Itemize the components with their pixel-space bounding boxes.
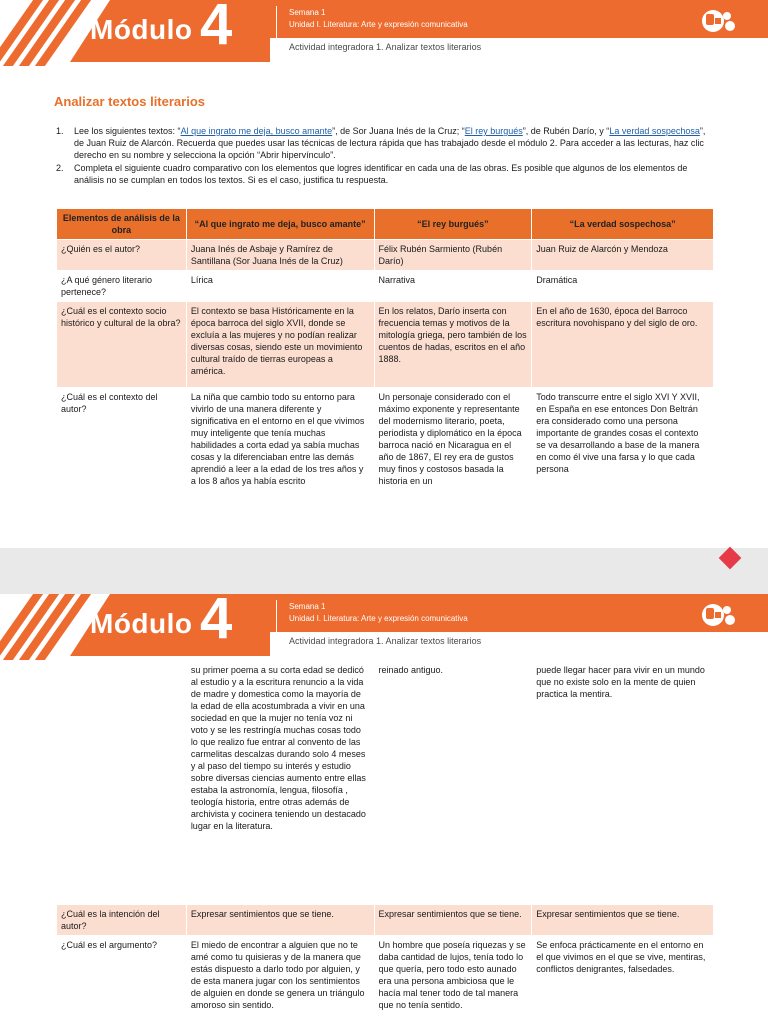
table-cell: Dramática (532, 271, 714, 302)
module-label: Módulo (90, 14, 193, 45)
header-divider (276, 600, 277, 652)
module-number: 4 (200, 0, 233, 57)
table-row (57, 661, 714, 905)
link-el-rey-burgues[interactable]: El rey burgués (464, 126, 523, 136)
table-row (57, 905, 714, 936)
prepa-en-linea-logo-icon (700, 602, 740, 628)
table-cell: su primer poema a su corta edad se dedicó al estudio y a la escritura renuncio a la vida de madre y domestica como la mayoría de la edad de ella acostumbrada a vivir en una sociedad en que la mujer no tenía voz ni voto y se les restringía muchas cosas todo lo que realizo fue entrar al convento de las carmelitas descalzas durando solo 4 meses y al paso del tiempo su interés y estudio sobre diversas ciencias aumento entre ellas estaba la astronomía, lengua, filosofía , teología historia, entre otras además de archivista y cocinera teniendo un destacado lugar en la literatura. (186, 661, 374, 905)
table-header-cell: Elementos de análisis de la obra (57, 209, 187, 240)
week-label: Semana 1 (289, 602, 326, 611)
table-cell: Juan Ruiz de Alarcón y Mendoza (532, 240, 714, 271)
activity-label: Actividad integradora 1. Analizar textos literarios (289, 42, 482, 52)
table-cell: ¿Cuál es el contexto del autor? (57, 388, 187, 519)
instructions-list (56, 125, 716, 187)
unit-label: Unidad I. Literatura: Arte y expresión comunicativa (289, 20, 468, 29)
comparison-table (56, 208, 714, 519)
table-cell: ¿Cuál es el contexto socio histórico y cultural de la obra? (57, 302, 187, 388)
table-cell: ¿Cuál es la intención del autor? (57, 905, 187, 936)
table-row (57, 271, 714, 302)
page-gap (0, 548, 768, 594)
header-divider (276, 6, 277, 58)
prepa-en-linea-logo-icon (700, 8, 740, 34)
table-cell: El contexto se basa Históricamente en la época barroca del siglo XVII, donde se excluía a las mujeres y no podían realizar diversas cosas, siendo este un movimiento cultural traído de tierras europeas a américa. (186, 302, 374, 388)
table-cell: Juana Inés de Asbaje y Ramírez de Santillana (Sor Juana Inés de la Cruz) (186, 240, 374, 271)
table-row (57, 936, 714, 1024)
table-cell: ¿A qué género literario pertenece? (57, 271, 187, 302)
page-title: Analizar textos literarios (54, 94, 205, 109)
table-cell: Expresar sentimientos que se tiene. (532, 905, 714, 936)
table-header-cell: “El rey burgués” (374, 209, 532, 240)
link-al-que-ingrato[interactable]: Al que ingrato me deja, busco amante (180, 126, 333, 136)
instruction-item-2: 2. Completa el siguiente cuadro comparativo con los elementos que logres identificar en cada una de las obras. Es posible que algunos de los elementos de análisis no se cumplan en todos los textos. Si es el caso, justifica tu respuesta. (56, 163, 688, 185)
module-label: Módulo (90, 608, 193, 639)
table-cell: puede llegar hacer para vivir en un mundo que no existe solo en la mente de quien practica la mentira. (532, 661, 714, 905)
table-header-cell: “La verdad sospechosa” (532, 209, 714, 240)
table-cell: Expresar sentimientos que se tiene. (186, 905, 374, 936)
table-cell: Narrativa (374, 271, 532, 302)
table-row (57, 302, 714, 388)
table-row (57, 240, 714, 271)
table-cell: Un hombre que poseía riquezas y se daba cantidad de lujos, tenía todo lo que quería, pero todo esto aunado era una persona ambiciosa que le hacía mal tener todo de tal manera que no tenía sentido. (374, 936, 532, 1024)
table-cell: ¿Quién es el autor? (57, 240, 187, 271)
page-header (0, 0, 768, 66)
page-header (0, 594, 768, 660)
table-row (57, 388, 714, 519)
table-cell: Félix Rubén Sarmiento (Rubén Darío) (374, 240, 532, 271)
unit-label: Unidad I. Literatura: Arte y expresión comunicativa (289, 614, 468, 623)
module-number: 4 (200, 594, 233, 651)
table-cell: ¿Cuál es el argumento? (57, 936, 187, 1024)
table-header-cell: “Al que ingrato me deja, busco amante” (186, 209, 374, 240)
instruction-item-1: 1. Lee los siguientes textos: “Al que ingrato me deja, busco amante”, de Sor Juana Inés de la Cruz; “El rey burgués”, de Rubén Darío, y “La verdad sospechosa”, de Juan Ruiz de Alarcón. Recuerda que puedes usar las técnicas de lectura rápida que has trabajado desde el módulo 2. Para acceder a las lecturas, haz clic derecho en su nombre y selecciona la opción “Abrir hipervínculo”. (56, 126, 706, 160)
table-cell: El miedo de encontrar a alguien que no te amé como tu quisieras y de la manera que estás dispuesto a darlo todo por alguien, y de esta manera jugar con los sentimientos de alguien en donde se genera un triángulo amoroso sin sentido. (186, 936, 374, 1024)
table-cell: En el año de 1630, época del Barroco escritura novohispano y del siglo de oro. (532, 302, 714, 388)
table-cell: Todo transcurre entre el siglo XVI Y XVII, en España en ese entonces Don Beltrán era considerado como una persona importante de grandes cosas el contexto se va desarrollando a base de la manera en como él vive una farsa y lo que cada persona (532, 388, 714, 519)
table-cell: La niña que cambio todo su entorno para vivirlo de una manera diferente y significativa en el entorno en el que vivimos muy inteligente que tenía muchas habilidades a corta edad ya sabía muchas cosas y la diferenciaban entre las demás aprendió a leer a la edad de los tres años y a los 8 años ya había escrito (186, 388, 374, 519)
link-la-verdad-sospechosa[interactable]: La verdad sospechosa (609, 126, 700, 136)
table-cell: Se enfoca prácticamente en el entorno en el que vivimos en el que se vive, mentiras, conflictos denigrantes, falsedades. (532, 936, 714, 1024)
table-cell: reinado antiguo. (374, 661, 532, 905)
comparison-table-continued (56, 660, 714, 1024)
table-cell (57, 661, 187, 905)
table-cell: Expresar sentimientos que se tiene. (374, 905, 532, 936)
activity-label: Actividad integradora 1. Analizar textos literarios (289, 636, 482, 646)
week-label: Semana 1 (289, 8, 326, 17)
table-cell: Un personaje considerado con el máximo exponente y representante del modernismo literario, poeta, periodista y diplomático en la época barroca nació en Nicaragua en el año de 1867, El rey era de gustos muy finos y costosos basada la historia en un (374, 388, 532, 519)
table-cell: Lírica (186, 271, 374, 302)
table-cell: En los relatos, Darío inserta con frecuencia temas y motivos de la mitología griega, pero también de los cuentos de hadas, escritos en el año 1888. (374, 302, 532, 388)
